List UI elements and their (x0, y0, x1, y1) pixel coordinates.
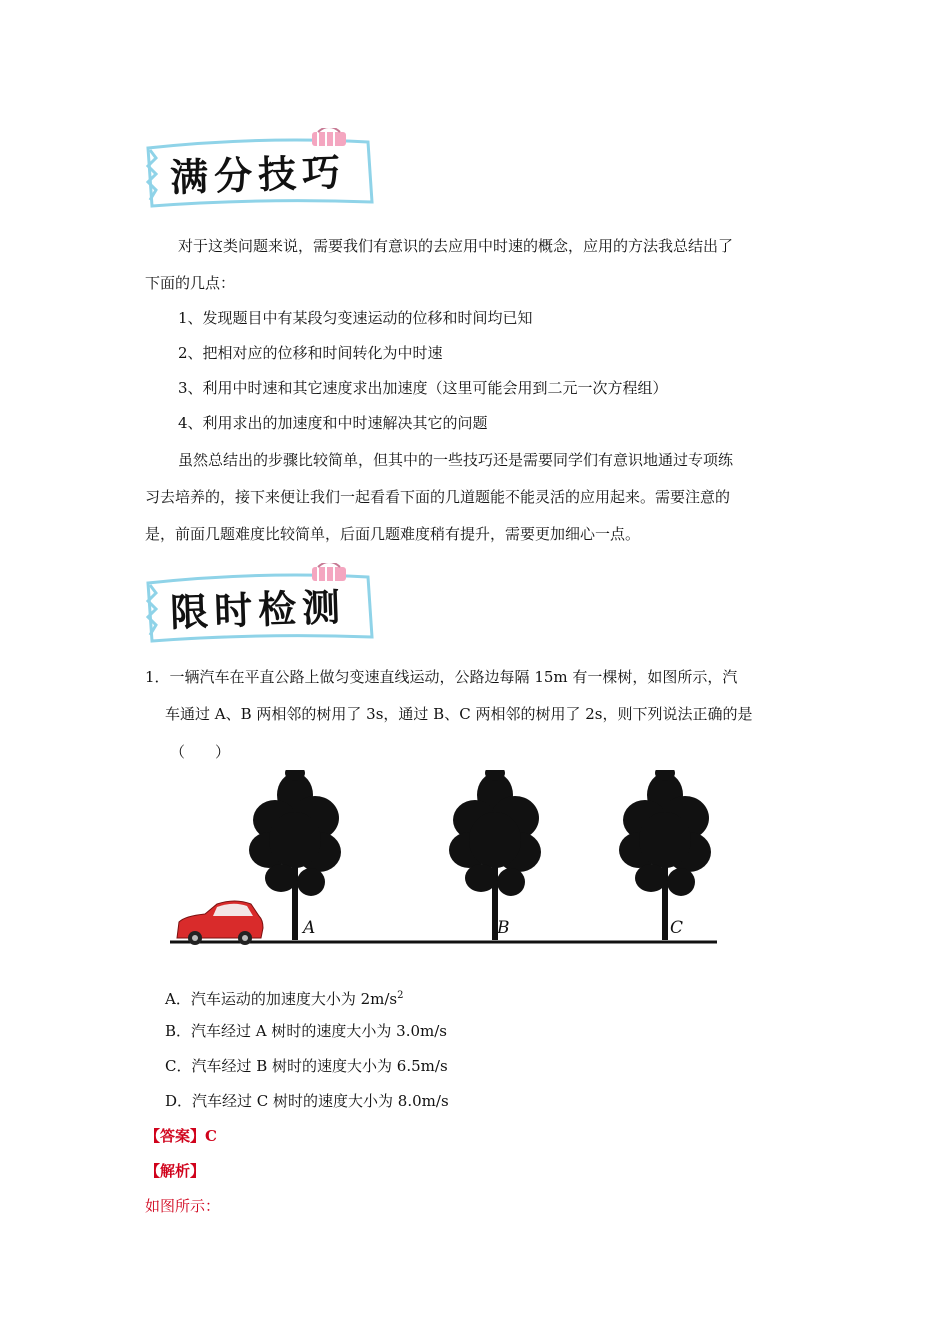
tree-a (249, 770, 341, 940)
answer-tag: 【答案】 (145, 1127, 206, 1145)
option-a: A．汽车运动的加速度大小为 $2m/s^2$ (165, 990, 404, 1008)
analysis-tag: 【解析】 (145, 1162, 206, 1180)
intro-paragraph-2-line-1: 虽然总结出的步骤比较简单，但其中的一些技巧还是需要同学们有意识地通过专项练 (178, 451, 734, 469)
superscript: 2 (397, 990, 404, 1001)
option-d: D．汽车经过 C 树时的速度大小为 8.0m/s (165, 1092, 449, 1110)
analysis-text: 如图所示： (145, 1197, 221, 1215)
tree-label-c: C (670, 918, 684, 938)
intro-paragraph-2-line-3: 是，前面几题难度比较简单，后面几题难度稍有提升，需要更加细心一点。 (145, 525, 641, 543)
step-item: 2、把相对应的位移和时间转化为中时速 (178, 344, 443, 362)
option-c: C．汽车经过 B 树时的速度大小为 6.5m/s (165, 1057, 448, 1075)
question-stem-line-2: 车通过 A、B 两相邻的树用了 3s，通过 B、C 两相邻的树用了 2s，则下列说法正确的是 (165, 705, 753, 723)
section-title: 满分技巧 (169, 149, 347, 201)
section-banner-skills (140, 128, 380, 210)
intro-paragraph-1-line-2: 下面的几点： (145, 274, 236, 292)
option-b: B．汽车经过 A 树时的速度大小为 3.0m/s (165, 1022, 447, 1040)
intro-paragraph-1-line-1: 对于这类问题来说，需要我们有意识的去应用中时速的概念，应用的方法我总结出了 (178, 237, 734, 255)
section-banner-test (140, 563, 380, 645)
section-title: 限时检测 (169, 584, 347, 636)
tree-b (449, 770, 541, 940)
intro-paragraph-2-line-2: 习去培养的，接下来便让我们一起看看下面的几道题能不能灵活的应用起来。需要注意的 (145, 488, 731, 506)
step-item: 1、发现题目中有某段匀变速运动的位移和时间均已知 (178, 309, 533, 327)
answer-blank: （ ） (170, 743, 231, 761)
step-item: 4、利用求出的加速度和中时速解决其它的问题 (178, 414, 488, 432)
answer-line (145, 1126, 217, 1146)
step-item: 3、利用中时速和其它速度求出加速度（这里可能会用到二元一次方程组） (178, 379, 668, 397)
answer-value: C (205, 1127, 217, 1145)
tree-c (619, 770, 711, 940)
road-trees-figure (165, 770, 720, 950)
question-stem-line-1: 1．一辆汽车在平直公路上做匀变速直线运动，公路边每隔 15m 有一棵树，如图所示，汽 (145, 668, 738, 686)
car-icon (177, 901, 263, 945)
tree-label-b: B (497, 918, 510, 938)
tree-label-a: A (303, 918, 316, 938)
